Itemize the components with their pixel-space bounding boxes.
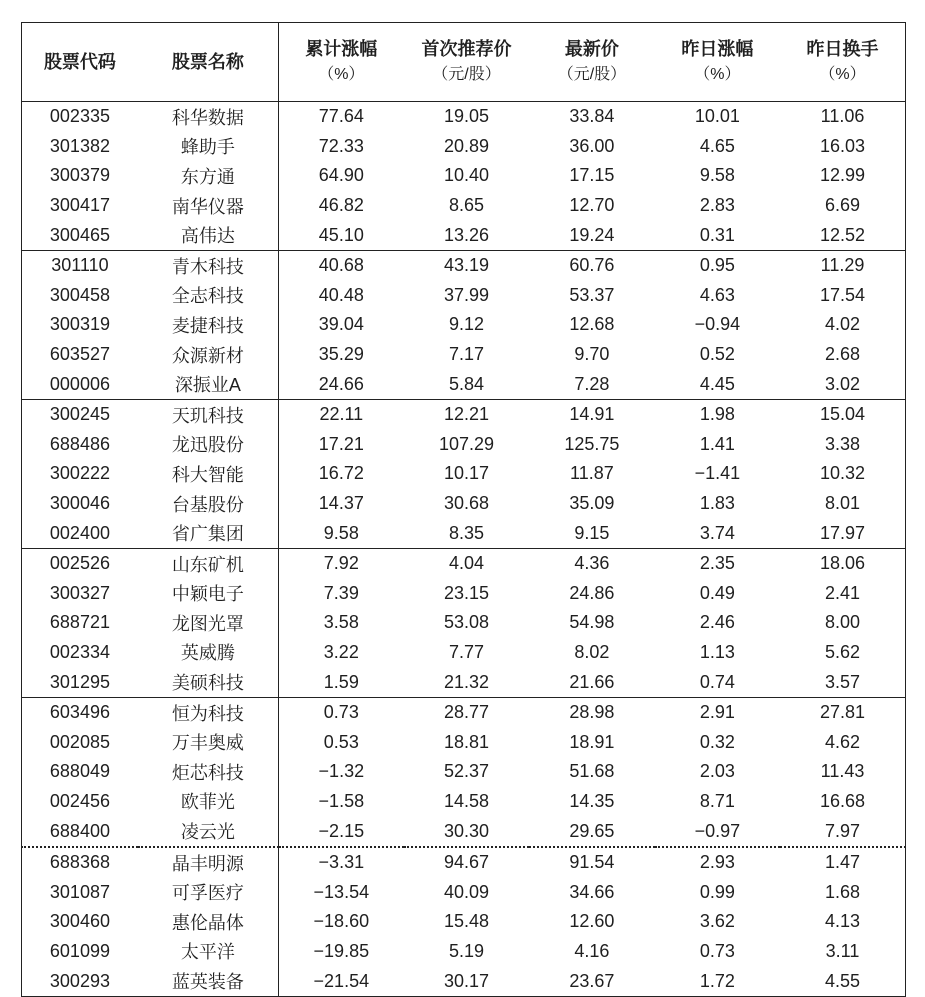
cell-latest-price: 36.00 [569, 135, 615, 156]
cell-name: 台基股份 [138, 489, 278, 519]
cell-first-price: 40.09 [443, 881, 490, 902]
table-row [22, 787, 906, 817]
cell-yesterday-change: 0.52 [699, 344, 735, 365]
table-row [22, 489, 906, 519]
cell-code: 300222 [49, 463, 110, 484]
cell-first-price: 13.26 [404, 220, 529, 250]
table-row [22, 281, 906, 311]
cell-first-price: 10.17 [443, 463, 490, 484]
cell-first-price: 10.40 [443, 165, 490, 186]
table-row [22, 816, 906, 847]
table-row [22, 907, 906, 937]
cell-cum-change: −18.60 [313, 911, 370, 932]
cell-latest-price: 12.70 [569, 195, 615, 216]
cell-yesterday-change: 4.63 [699, 284, 735, 305]
cell-cum-change: 1.59 [278, 667, 403, 697]
cell-first-price: 53.08 [443, 612, 490, 633]
cell-yesterday-turnover: 11.43 [820, 761, 865, 782]
cell-cum-change: 45.10 [278, 220, 403, 250]
table-row [22, 518, 906, 548]
cell-yesterday-change: 0.95 [699, 255, 735, 276]
cell-yesterday-change: 2.46 [699, 612, 735, 633]
cell-yesterday-change: 4.65 [699, 135, 735, 156]
cell-yesterday-turnover: 10.32 [820, 463, 866, 484]
table-row [22, 102, 906, 132]
cell-yesterday-change: 1.13 [699, 641, 735, 662]
cell-yesterday-change: −0.94 [694, 314, 741, 335]
cell-code: 300417 [49, 195, 110, 216]
cell-cum-change: −1.32 [318, 761, 365, 782]
cell-name: 英威腾 [138, 638, 278, 668]
cell-first-price: 52.37 [443, 761, 490, 782]
cell-name: 天玑科技 [138, 399, 278, 429]
header-row [22, 23, 906, 102]
cell-yesterday-turnover: 7.97 [780, 816, 905, 847]
cell-latest-price: 8.02 [574, 641, 610, 662]
cell-cum-change: −1.58 [318, 790, 365, 811]
header-code: 股票代码 [22, 23, 138, 102]
cell-code: 301110 [51, 255, 109, 276]
cell-latest-price: 51.68 [569, 761, 615, 782]
table-row [22, 340, 906, 370]
cell-first-price: 107.29 [438, 433, 495, 454]
cell-name: 科大智能 [138, 459, 278, 489]
cell-first-price: 9.12 [448, 314, 485, 335]
cell-cum-change: 7.92 [323, 553, 359, 574]
cell-latest-price: 9.70 [574, 344, 610, 365]
header-yesterday-turnover: 昨日换手 （%） [780, 23, 905, 102]
cell-first-price: 5.19 [448, 940, 485, 961]
cell-yesterday-change: 0.74 [655, 667, 780, 697]
cell-cum-change: 3.22 [323, 641, 359, 662]
cell-code: 002526 [49, 553, 110, 574]
cell-name: 炬芯科技 [138, 757, 278, 787]
cell-first-price: 30.30 [404, 816, 529, 847]
cell-yesterday-turnover: 3.02 [780, 369, 905, 399]
header-latest-price: 最新价 （元/股） [529, 23, 654, 102]
cell-name: 龙迅股份 [138, 430, 278, 460]
cell-name: 中颖电子 [138, 579, 278, 609]
cell-yesterday-turnover: 8.00 [825, 612, 861, 633]
cell-latest-price: 19.24 [529, 220, 654, 250]
cell-latest-price: 7.28 [529, 369, 654, 399]
table-row [22, 430, 906, 460]
table-row [22, 548, 906, 578]
cell-yesterday-change: 1.83 [699, 493, 735, 514]
cell-code: 300465 [22, 220, 138, 250]
cell-code: 300293 [49, 970, 110, 991]
cell-yesterday-change: 0.99 [699, 881, 735, 902]
cell-code: 300319 [49, 314, 110, 335]
cell-cum-change: 0.53 [323, 731, 359, 752]
table-row [22, 310, 906, 340]
cell-name: 麦捷科技 [138, 310, 278, 340]
cell-yesterday-change: 2.03 [699, 761, 735, 782]
cell-cum-change: 17.21 [318, 433, 364, 454]
cell-first-price: 20.89 [443, 135, 490, 156]
cell-latest-price: 9.15 [529, 518, 654, 548]
cell-name: 青木科技 [138, 250, 278, 280]
cell-name: 凌云光 [138, 816, 278, 847]
cell-yesterday-change: 2.91 [699, 702, 735, 723]
cell-code: 603527 [49, 344, 110, 365]
cell-yesterday-turnover: 17.97 [780, 518, 905, 548]
cell-first-price: 8.65 [448, 195, 485, 216]
cell-code: 300327 [49, 582, 110, 603]
cell-yesterday-change: 4.45 [655, 369, 780, 399]
cell-latest-price: 18.91 [569, 731, 615, 752]
cell-cum-change: 64.90 [318, 165, 364, 186]
cell-yesterday-turnover: 4.62 [825, 731, 861, 752]
cell-code: 300460 [49, 911, 110, 932]
table-row [22, 937, 906, 967]
table-row [22, 757, 906, 787]
cell-cum-change: 40.68 [318, 255, 364, 276]
cell-latest-price: 21.66 [529, 667, 654, 697]
cell-yesterday-turnover: 1.47 [825, 852, 861, 873]
cell-yesterday-turnover: 3.57 [780, 667, 905, 697]
cell-cum-change: 3.58 [323, 612, 359, 633]
cell-yesterday-turnover: 17.54 [820, 284, 866, 305]
cell-yesterday-turnover: 2.41 [825, 582, 861, 603]
cell-first-price: 7.77 [448, 641, 485, 662]
cell-name: 众源新材 [138, 340, 278, 370]
cell-yesterday-change: 0.32 [699, 731, 735, 752]
table-row [22, 579, 906, 609]
cell-code: 000006 [22, 369, 138, 399]
cell-code: 002456 [49, 790, 110, 811]
cell-cum-change: 72.33 [318, 135, 364, 156]
header-yesterday-change-unit: （%） [694, 66, 741, 83]
cell-yesterday-turnover: 1.68 [825, 881, 861, 902]
cell-cum-change: −19.85 [313, 940, 370, 961]
cell-name: 山东矿机 [138, 548, 278, 578]
cell-first-price: 23.15 [443, 582, 490, 603]
cell-code: 301382 [49, 135, 110, 156]
cell-cum-change: −13.54 [313, 881, 370, 902]
cell-yesterday-turnover: 15.04 [820, 404, 866, 425]
cell-name: 万丰奥威 [138, 727, 278, 757]
header-first-price: 首次推荐价 （元/股） [404, 23, 529, 102]
cell-cum-change: 14.37 [318, 493, 364, 514]
cell-code: 300245 [49, 404, 110, 425]
cell-name: 南华仪器 [138, 191, 278, 221]
cell-first-price: 15.48 [443, 911, 490, 932]
table-row [22, 697, 906, 727]
cell-cum-change: 39.04 [318, 314, 364, 335]
cell-yesterday-change: −0.97 [655, 816, 780, 847]
cell-code: 300046 [49, 493, 110, 514]
cell-first-price: 7.17 [448, 344, 485, 365]
cell-cum-change: 7.39 [323, 582, 359, 603]
cell-name: 蓝英装备 [138, 966, 278, 996]
cell-yesterday-change: 1.72 [699, 970, 735, 991]
cell-first-price: 43.19 [443, 255, 490, 276]
cell-cum-change: 24.66 [278, 369, 403, 399]
cell-name: 蜂助手 [138, 132, 278, 162]
table-row [22, 847, 906, 878]
table-row [22, 608, 906, 638]
cell-latest-price: 17.15 [569, 165, 615, 186]
cell-code: 002400 [22, 518, 138, 548]
cell-yesterday-turnover: 3.11 [825, 940, 860, 961]
table-row [22, 877, 906, 907]
cell-name: 美硕科技 [138, 667, 278, 697]
cell-cum-change: −21.54 [313, 970, 370, 991]
cell-code: 301295 [22, 667, 138, 697]
cell-first-price: 28.77 [443, 702, 490, 723]
cell-first-price: 30.17 [443, 970, 490, 991]
cell-cum-change: −2.15 [278, 816, 403, 847]
cell-cum-change: 0.73 [323, 702, 359, 723]
cell-latest-price: 23.67 [569, 970, 615, 991]
cell-cum-change: 77.64 [318, 106, 364, 127]
cell-yesterday-change: 0.49 [699, 582, 735, 603]
cell-latest-price: 60.76 [569, 255, 615, 276]
cell-latest-price: 12.68 [569, 314, 615, 335]
stock-recommendation-table [21, 22, 906, 997]
cell-code: 688721 [49, 612, 110, 633]
cell-yesterday-change: 9.58 [699, 165, 735, 186]
cell-name: 恒为科技 [138, 697, 278, 727]
cell-latest-price: 14.91 [569, 404, 615, 425]
cell-yesterday-change: 3.62 [699, 911, 735, 932]
cell-yesterday-turnover: 4.13 [825, 911, 861, 932]
table-header [22, 23, 906, 102]
cell-yesterday-turnover: 11.29 [820, 255, 865, 276]
cell-code: 002085 [49, 731, 110, 752]
cell-latest-price: 34.66 [569, 881, 615, 902]
cell-yesterday-change: 0.73 [699, 940, 735, 961]
cell-cum-change: 46.82 [318, 195, 364, 216]
cell-first-price: 5.84 [404, 369, 529, 399]
cell-name: 高伟达 [138, 220, 278, 250]
cell-code: 301087 [49, 881, 110, 902]
cell-cum-change: 9.58 [278, 518, 403, 548]
table-row [22, 399, 906, 429]
cell-name: 晶丰明源 [138, 847, 278, 878]
cell-name: 东方通 [138, 161, 278, 191]
cell-yesterday-change: 2.35 [699, 553, 735, 574]
header-yesterday-change: 昨日涨幅 （%） [655, 23, 780, 102]
cell-code: 688486 [49, 433, 110, 454]
table-row [22, 369, 906, 399]
cell-first-price: 30.68 [443, 493, 490, 514]
cell-latest-price: 12.60 [569, 911, 615, 932]
table-row [22, 191, 906, 221]
cell-first-price: 14.58 [443, 790, 490, 811]
cell-yesterday-turnover: 3.38 [825, 433, 861, 454]
table-row [22, 161, 906, 191]
cell-name: 龙图光罩 [138, 608, 278, 638]
cell-latest-price: 28.98 [569, 702, 615, 723]
cell-first-price: 8.35 [404, 518, 529, 548]
cell-yesterday-turnover: 12.52 [780, 220, 905, 250]
cell-yesterday-change: 8.71 [699, 790, 735, 811]
cell-yesterday-change: 2.83 [699, 195, 735, 216]
cell-yesterday-turnover: 27.81 [820, 702, 866, 723]
cell-first-price: 21.32 [404, 667, 529, 697]
cell-latest-price: 125.75 [564, 433, 620, 454]
cell-name: 可孚医疗 [138, 877, 278, 907]
table-row [22, 459, 906, 489]
cell-yesterday-change: 3.74 [655, 518, 780, 548]
cell-code: 688049 [49, 761, 110, 782]
cell-name: 全志科技 [138, 281, 278, 311]
cell-yesterday-change: 2.93 [699, 852, 735, 873]
cell-yesterday-turnover: 18.06 [820, 553, 866, 574]
header-yesterday-turnover-unit: （%） [819, 66, 866, 83]
cell-first-price: 94.67 [443, 852, 490, 873]
cell-code: 002334 [49, 641, 110, 662]
cell-yesterday-change: 1.98 [699, 404, 735, 425]
cell-name: 惠伦晶体 [138, 907, 278, 937]
table-row [22, 966, 906, 996]
table-row [22, 727, 906, 757]
cell-code: 688400 [22, 816, 138, 847]
cell-cum-change: −3.31 [318, 852, 365, 873]
table-row [22, 132, 906, 162]
cell-first-price: 19.05 [443, 106, 490, 127]
cell-latest-price: 35.09 [569, 493, 615, 514]
cell-yesterday-turnover: 4.02 [825, 314, 861, 335]
cell-latest-price: 91.54 [569, 852, 615, 873]
cell-yesterday-change: 1.41 [699, 433, 735, 454]
cell-latest-price: 24.86 [569, 582, 615, 603]
cell-latest-price: 29.65 [529, 816, 654, 847]
cell-code: 002335 [49, 106, 110, 127]
stock-recommendation-table-container [21, 22, 906, 997]
cell-yesterday-turnover: 8.01 [825, 493, 861, 514]
table-row [22, 667, 906, 697]
cell-yesterday-turnover: 12.99 [820, 165, 866, 186]
cell-yesterday-turnover: 5.62 [825, 641, 861, 662]
table-row [22, 638, 906, 668]
header-cum-change: 累计涨幅 （%） [278, 23, 403, 102]
header-name: 股票名称 [138, 23, 278, 102]
cell-latest-price: 53.37 [569, 284, 615, 305]
cell-latest-price: 11.87 [570, 463, 614, 484]
cell-yesterday-turnover: 2.68 [825, 344, 861, 365]
cell-cum-change: 40.48 [318, 284, 364, 305]
cell-first-price: 18.81 [443, 731, 490, 752]
cell-yesterday-turnover: 16.68 [820, 790, 866, 811]
table-row [22, 250, 906, 280]
cell-name: 太平洋 [138, 937, 278, 967]
cell-latest-price: 4.16 [574, 940, 610, 961]
cell-cum-change: 16.72 [318, 463, 364, 484]
cell-name: 省广集团 [138, 518, 278, 548]
cell-code: 688368 [49, 852, 110, 873]
table-row [22, 220, 906, 250]
cell-latest-price: 54.98 [569, 612, 615, 633]
cell-yesterday-change: 10.01 [694, 106, 740, 127]
cell-yesterday-change: 0.31 [655, 220, 780, 250]
cell-name: 科华数据 [138, 102, 278, 132]
cell-cum-change: 22.11 [319, 404, 364, 425]
cell-code: 300379 [49, 165, 110, 186]
header-latest-price-unit: （元/股） [557, 66, 627, 83]
cell-yesterday-change: −1.41 [694, 463, 741, 484]
cell-yesterday-turnover: 16.03 [820, 135, 866, 156]
cell-first-price: 37.99 [443, 284, 490, 305]
cell-name: 欧菲光 [138, 787, 278, 817]
cell-latest-price: 4.36 [574, 553, 610, 574]
header-cum-change-unit: （%） [318, 66, 365, 83]
cell-yesterday-turnover: 11.06 [820, 106, 865, 127]
cell-code: 601099 [49, 940, 110, 961]
table-body [22, 102, 906, 997]
cell-latest-price: 33.84 [569, 106, 615, 127]
cell-code: 300458 [49, 284, 110, 305]
cell-name: 深振业A [138, 369, 278, 399]
cell-code: 603496 [49, 702, 110, 723]
cell-cum-change: 35.29 [318, 344, 364, 365]
cell-first-price: 4.04 [448, 553, 485, 574]
cell-first-price: 12.21 [443, 404, 490, 425]
header-first-price-unit: （元/股） [432, 66, 501, 83]
cell-yesterday-turnover: 6.69 [825, 195, 861, 216]
cell-yesterday-turnover: 4.55 [825, 970, 861, 991]
cell-latest-price: 14.35 [569, 790, 615, 811]
